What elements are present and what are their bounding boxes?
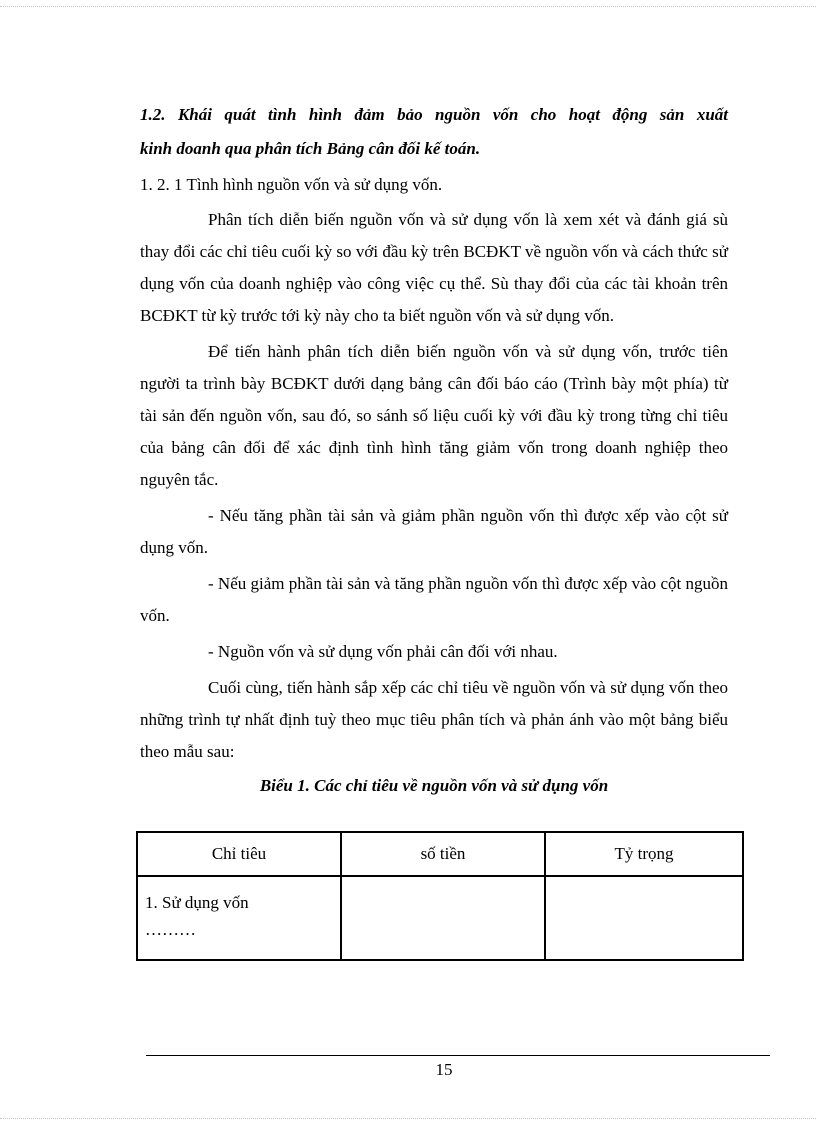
- top-page-border: [0, 6, 816, 7]
- header-cell-amount: số tiền: [341, 832, 545, 876]
- section-heading-line-2: kinh doanh qua phân tích Bảng cân đối kế toán.: [140, 139, 481, 158]
- table-header-row: [137, 832, 743, 876]
- rule-2: - Nếu giảm phần tài sản và tăng phần nguồn vốn thì được xếp vào cột nguồn vốn.: [140, 574, 728, 625]
- row-cell-ratio: [545, 876, 743, 960]
- page-number: 15: [435, 1060, 453, 1079]
- row-cell-indicator: [137, 876, 341, 960]
- header-cell-ratio: Tỷ trọng: [545, 832, 743, 876]
- header-cell-indicator: Chỉ tiêu: [137, 832, 341, 876]
- bottom-page-border: [0, 1118, 816, 1119]
- subsection-heading: 1. 2. 1 Tình hình nguồn vốn và sử dụng vốn.: [140, 175, 443, 194]
- document-page: [140, 98, 728, 939]
- row-continuation: ………: [145, 920, 196, 939]
- paragraph-3: Cuối cùng, tiến hành sắp xếp các chỉ tiêu về nguồn vốn và sử dụng vốn theo những trình tự nhất định tuỳ theo mục tiêu phân tích và phản ánh vào một bảng biểu theo mẫu sau:: [140, 678, 728, 761]
- section-heading: [140, 98, 728, 166]
- row-label: 1. Sử dụng vốn: [145, 893, 249, 912]
- section-heading-line-1: 1.2. Khái quát tình hình đảm bảo nguồn vốn cho hoạt động sản xuất: [140, 105, 728, 124]
- capital-table: [136, 831, 744, 961]
- footer-divider: [146, 1055, 770, 1056]
- paragraph-2: Để tiến hành phân tích diễn biến nguồn vốn và sử dụng vốn, trước tiên người ta trình bày BCĐKT dưới dạng bảng cân đối báo cáo (Trình bày một phía) từ tài sản đến nguồn vốn, sau đó, so sánh số liệu cuối kỳ với đầu kỳ trong từng chỉ tiêu của bảng cân đối để xác định tình hình tăng giảm vốn trong doanh nghiệp theo nguyên tắc.: [140, 342, 728, 489]
- rule-3: - Nguồn vốn và sử dụng vốn phải cân đối với nhau.: [208, 642, 558, 661]
- table-row: [137, 876, 743, 960]
- row-cell-amount: [341, 876, 545, 960]
- table-caption: Biểu 1. Các chỉ tiêu về nguồn vốn và sử dụng vốn: [259, 776, 609, 795]
- rule-1: - Nếu tăng phần tài sản và giảm phần nguồn vốn thì được xếp vào cột sử dụng vốn.: [140, 506, 728, 557]
- paragraph-1: Phân tích diễn biến nguồn vốn và sử dụng vốn là xem xét và đánh giá sù thay đổi các chỉ tiêu cuối kỳ so với đầu kỳ trên BCĐKT về nguồn vốn và cách thức sử dụng vốn của doanh nghiệp vào công việc cụ thể. Sù thay đổi của các tài khoản trên BCĐKT từ kỳ trước tới kỳ này cho ta biết nguồn vốn và sử dụng vốn.: [140, 210, 728, 325]
